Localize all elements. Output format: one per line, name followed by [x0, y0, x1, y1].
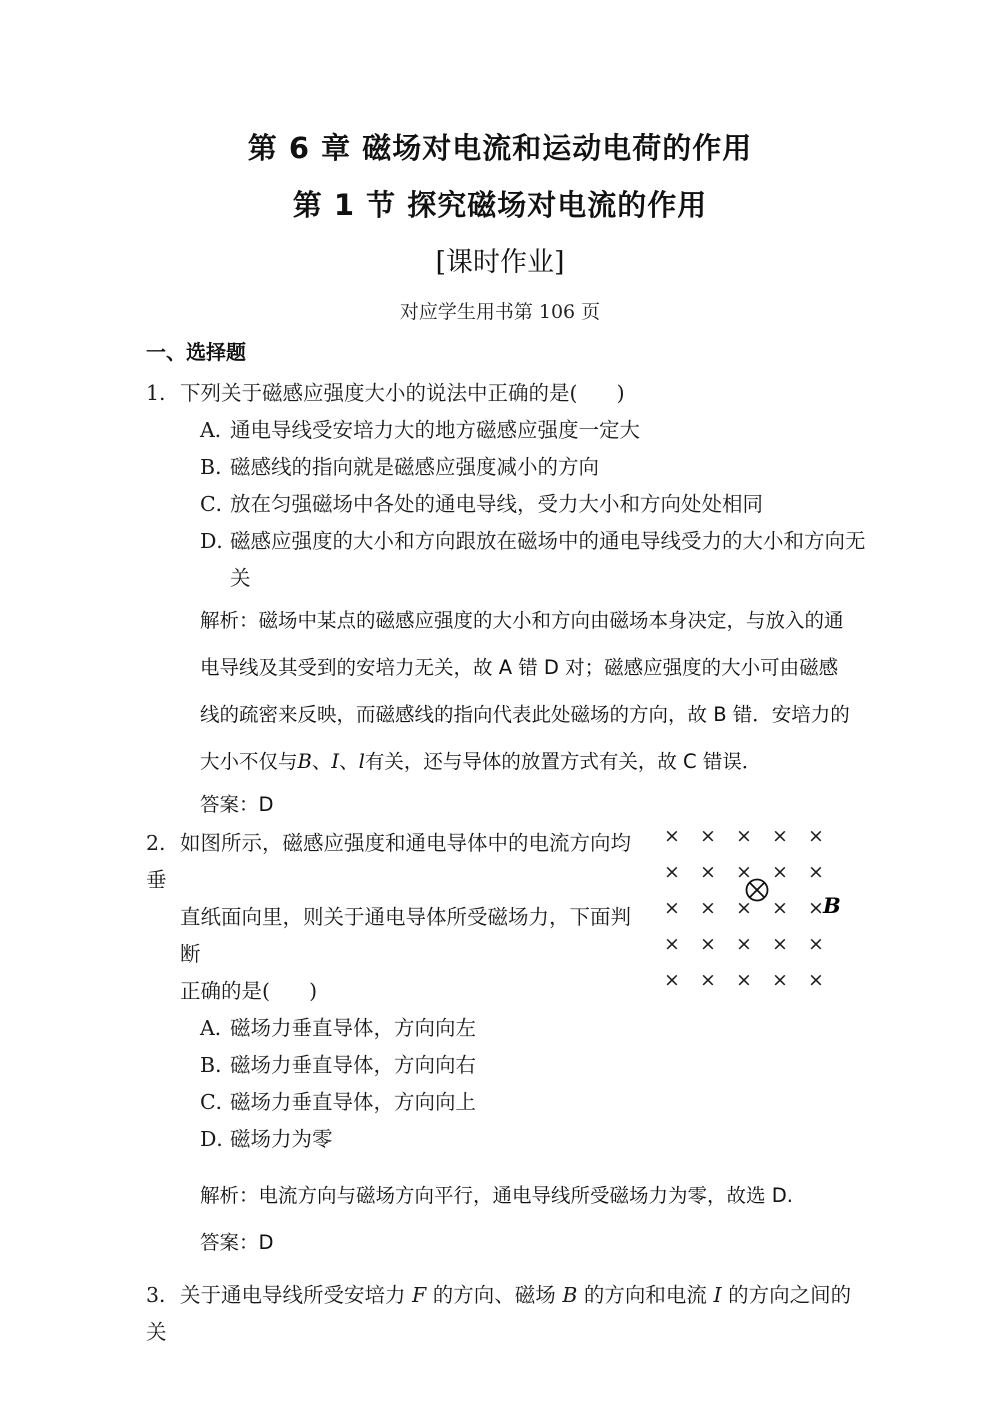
explanation-line-with-symbols	[200, 738, 870, 785]
question-2-stem-line-3: 正确的是( )	[180, 979, 318, 1003]
question-2-option-a[interactable]	[200, 1010, 870, 1047]
symbol-i: I	[331, 750, 340, 773]
question-2-option-c[interactable]	[200, 1084, 870, 1121]
explanation-line: 解析：磁场中某点的磁感应强度的大小和方向由磁场本身决定，与放入的通	[200, 609, 844, 632]
question-2-option-d[interactable]	[200, 1121, 870, 1158]
symbol-l: l	[358, 750, 365, 773]
cross-icon: ×	[736, 933, 752, 955]
cross-icon: ×	[664, 861, 680, 883]
cross-icon: ×	[700, 897, 716, 919]
option-letter-d: D．	[200, 529, 237, 553]
option-letter-a: A．	[200, 1016, 236, 1040]
question-2-stem-line-1	[146, 825, 640, 899]
question-1-option-c[interactable]	[200, 486, 870, 523]
question-2-explanation: 解析：电流方向与磁场方向平行，通电导线所受磁场力为零，故选 D.	[200, 1184, 793, 1207]
option-letter-b: B．	[200, 455, 236, 479]
current-into-page-icon	[744, 877, 770, 907]
question-2-stem-text-1: 如图所示，磁感应强度和通电导体中的电流方向均垂	[146, 831, 631, 892]
question-3-stem	[146, 1277, 870, 1351]
cross-icon: ×	[664, 897, 680, 919]
cross-icon: ×	[664, 933, 680, 955]
question-1	[140, 375, 870, 825]
question-2-stem	[140, 825, 640, 1010]
cross-icon: ×	[772, 969, 788, 991]
explanation-line: 电导线及其受到的安培力无关，故 A 错 D 对；磁感应强度的大小可由磁感	[200, 656, 839, 679]
question-2-answer: 答案：D	[200, 1231, 274, 1254]
part-heading: 一、选择题	[146, 340, 246, 364]
chapter-title: 第 6 章 磁场对电流和运动电荷的作用	[247, 131, 753, 165]
question-1-option-d[interactable]	[200, 523, 870, 560]
symbol-b: B	[562, 1283, 578, 1307]
option-text-b: 磁感线的指向就是磁感应强度减小的方向	[230, 455, 599, 479]
cross-icon: ×	[772, 861, 788, 883]
symbol-b: B	[297, 750, 312, 773]
question-1-explanation	[200, 597, 870, 785]
assignment-label: [课时作业]	[435, 247, 565, 278]
option-text-c: 放在匀强磁场中各处的通电导线，受力大小和方向处处相同	[230, 492, 763, 516]
cross-icon: ×	[736, 861, 752, 883]
explanation-post: 有关，还与导体的放置方式有关，故 C 错误．	[364, 750, 762, 773]
option-text-a: 磁场力垂直导体，方向向左	[230, 1016, 476, 1040]
cross-icon: ×	[664, 969, 680, 991]
cross-icon: ×	[772, 897, 788, 919]
separator: 、	[311, 750, 332, 773]
separator: 、	[339, 750, 359, 773]
question-3-post: 的方向之间的关	[146, 1283, 852, 1344]
cross-icon: ×	[808, 825, 824, 847]
cross-icon: ×	[808, 969, 824, 991]
option-letter-c: C．	[200, 1090, 237, 1114]
question-1-number: 1.	[146, 381, 166, 405]
option-text-a: 通电导线受安培力大的地方磁感应强度一定大	[230, 418, 640, 442]
option-text-b: 磁场力垂直导体，方向向右	[230, 1053, 476, 1077]
option-text-d: 磁感应强度的大小和方向跟放在磁场中的通电导线受力的大小和方向无	[230, 529, 866, 553]
document-body	[140, 336, 870, 1351]
cross-icon: ×	[700, 861, 716, 883]
cross-icon: ×	[700, 969, 716, 991]
question-2-number: 2.	[146, 831, 166, 855]
question-1-option-d-continuation: 关	[230, 566, 251, 590]
question-3	[140, 1277, 870, 1351]
cross-icon: ×	[772, 933, 788, 955]
symbol-i: I	[713, 1283, 722, 1307]
option-text-c: 磁场力垂直导体，方向向上	[230, 1090, 476, 1114]
cross-icon: ×	[772, 825, 788, 847]
cross-icon: ×	[736, 825, 752, 847]
cross-icon: ×	[700, 933, 716, 955]
cross-icon: ×	[808, 861, 824, 883]
question-1-option-b[interactable]	[200, 449, 870, 486]
question-3-pre: 关于通电导线所受安培力	[180, 1283, 413, 1307]
field-label-b: B	[823, 893, 841, 918]
option-letter-b: B．	[200, 1053, 236, 1077]
question-1-answer: 答案：D	[200, 793, 274, 816]
question-2-option-b[interactable]	[200, 1047, 870, 1084]
cross-icon: ×	[808, 933, 824, 955]
cross-icon: ×	[736, 897, 752, 919]
magnetic-field-diagram	[660, 825, 870, 991]
option-letter-a: A．	[200, 418, 236, 442]
explanation-line: 线的疏密来反映，而磁感线的指向代表此处磁场的方向，故 B 错．安培力的	[200, 703, 850, 726]
question-3-number: 3．	[146, 1283, 180, 1307]
cross-icon: ×	[664, 825, 680, 847]
cross-icon: ×	[700, 825, 716, 847]
option-text-d: 磁场力为零	[230, 1127, 333, 1151]
textbook-reference: 对应学生用书第 106 页	[399, 301, 601, 323]
cross-icon: ×	[808, 897, 824, 919]
question-1-stem-text: 下列关于磁感应强度大小的说法中正确的是( )	[180, 381, 625, 405]
option-letter-c: C．	[200, 492, 237, 516]
question-2-stem-line-2: 直纸面向里，则关于通电导体所受磁场力，下面判断	[180, 905, 631, 966]
option-letter-d: D．	[200, 1127, 237, 1151]
question-3-mid-1: 的方向、磁场	[426, 1283, 563, 1307]
symbol-f: F	[412, 1283, 427, 1307]
question-3-mid-2: 的方向和电流	[577, 1283, 714, 1307]
cross-icon: ×	[736, 969, 752, 991]
section-title: 第 1 节 探究磁场对电流的作用	[292, 188, 708, 222]
question-1-stem	[146, 375, 870, 412]
explanation-pre: 大小不仅与	[200, 750, 298, 773]
question-1-option-a[interactable]	[200, 412, 870, 449]
question-2	[140, 825, 870, 1263]
